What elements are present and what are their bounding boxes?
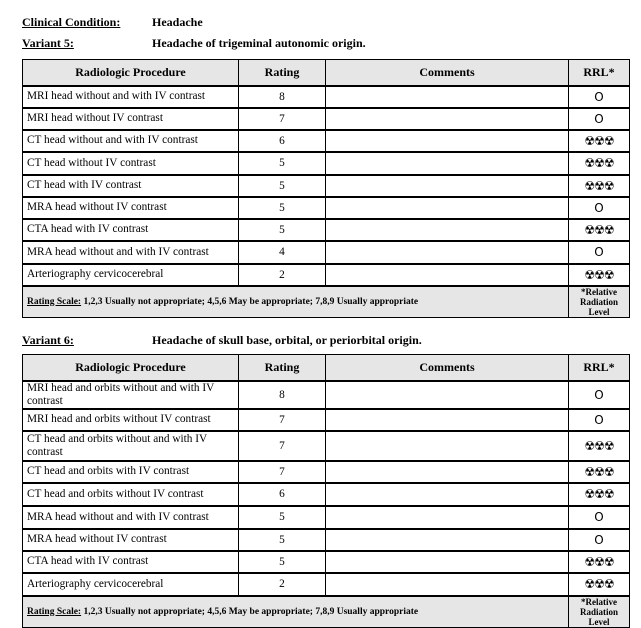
rating-scale-row xyxy=(23,596,630,628)
rating-cell: 6 xyxy=(239,130,326,152)
procedure-cell: MRI head and orbits without IV contrast xyxy=(23,409,239,431)
rrl-note-line-2: Radiation Level xyxy=(579,296,618,317)
variant-5-table xyxy=(22,59,630,318)
comments-cell xyxy=(326,529,569,551)
col-rrl-header: RRL* xyxy=(569,60,630,86)
comments-cell xyxy=(326,108,569,130)
rrl-cell: O xyxy=(569,197,630,219)
variant-label: Variant 5: xyxy=(22,36,74,50)
table-row xyxy=(23,551,630,573)
rrl-cell: O xyxy=(569,241,630,264)
rating-cell: 5 xyxy=(239,175,326,197)
rating-cell: 5 xyxy=(239,506,326,529)
comments-cell xyxy=(326,409,569,431)
rating-scale-row xyxy=(23,286,630,318)
procedure-cell: CT head without IV contrast xyxy=(23,152,239,175)
rating-cell: 7 xyxy=(239,461,326,483)
procedure-cell: Arteriography cervicocerebral xyxy=(23,573,239,596)
rating-cell: 2 xyxy=(239,573,326,596)
variant-label: Variant 6: xyxy=(22,333,74,347)
comments-cell xyxy=(326,461,569,483)
col-rating-header: Rating xyxy=(239,60,326,86)
rating-cell: 7 xyxy=(239,108,326,130)
table-row xyxy=(23,431,630,461)
comments-cell xyxy=(326,506,569,529)
comments-cell xyxy=(326,219,569,241)
comments-cell xyxy=(326,241,569,264)
procedure-cell: MRA head without IV contrast xyxy=(23,529,239,551)
table-row xyxy=(23,130,630,152)
col-procedure-header: Radiologic Procedure xyxy=(23,355,239,381)
rating-cell: 6 xyxy=(239,483,326,506)
rating-cell: 8 xyxy=(239,381,326,409)
rating-scale-label: Rating Scale: xyxy=(27,606,82,617)
comments-cell xyxy=(326,130,569,152)
table-row xyxy=(23,219,630,241)
table-row xyxy=(23,108,630,130)
rrl-cell: O xyxy=(569,506,630,529)
clinical-condition-label: Clinical Condition: xyxy=(22,15,121,29)
col-comments-header: Comments xyxy=(326,355,569,381)
rating-cell: 5 xyxy=(239,551,326,573)
procedure-cell: CTA head with IV contrast xyxy=(23,551,239,573)
rating-scale-text: 1,2,3 Usually not appropriate; 4,5,6 May be appropriate; 7,8,9 Usually appropriate xyxy=(81,606,419,617)
table-row xyxy=(23,264,630,286)
table-row xyxy=(23,86,630,108)
procedure-cell: MRA head without and with IV contrast xyxy=(23,506,239,529)
rrl-cell: O xyxy=(569,108,630,130)
rrl-cell: ☢☢☢ xyxy=(569,461,630,483)
procedure-cell: CTA head with IV contrast xyxy=(23,219,239,241)
procedure-cell: MRI head without IV contrast xyxy=(23,108,239,130)
comments-cell xyxy=(326,573,569,596)
rating-cell: 5 xyxy=(239,152,326,175)
rrl-cell: ☢☢☢ xyxy=(569,219,630,241)
procedure-cell: MRI head without and with IV contrast xyxy=(23,86,239,108)
relative-radiation-note xyxy=(569,596,630,628)
rating-scale xyxy=(23,286,569,318)
rating-cell: 8 xyxy=(239,86,326,108)
table-header-row xyxy=(23,355,630,381)
rating-cell: 2 xyxy=(239,264,326,286)
rrl-cell: O xyxy=(569,529,630,551)
table-row xyxy=(23,506,630,529)
procedure-cell: Arteriography cervicocerebral xyxy=(23,264,239,286)
procedure-cell: CT head and orbits with IV contrast xyxy=(23,461,239,483)
comments-cell xyxy=(326,381,569,409)
comments-cell xyxy=(326,483,569,506)
variant-6-table xyxy=(22,354,630,628)
rrl-note-line-2: Radiation Level xyxy=(579,606,618,627)
rating-cell: 5 xyxy=(239,197,326,219)
rrl-cell: O xyxy=(569,409,630,431)
table-header-row xyxy=(23,60,630,86)
col-rrl-header: RRL* xyxy=(569,355,630,381)
table-row xyxy=(23,409,630,431)
comments-cell xyxy=(326,197,569,219)
rrl-cell: ☢☢☢ xyxy=(569,264,630,286)
comments-cell xyxy=(326,264,569,286)
procedure-cell: MRI head and orbits without and with IV contrast xyxy=(23,381,239,409)
rrl-cell: O xyxy=(569,381,630,409)
rating-scale-text: 1,2,3 Usually not appropriate; 4,5,6 May be appropriate; 7,8,9 Usually appropriate xyxy=(81,296,419,307)
variant-title: Headache of trigeminal autonomic origin. xyxy=(152,36,366,50)
rating-cell: 5 xyxy=(239,219,326,241)
rating-cell: 7 xyxy=(239,409,326,431)
procedure-cell: CT head and orbits without and with IV contrast xyxy=(23,431,239,461)
table-row xyxy=(23,197,630,219)
table-row xyxy=(23,573,630,596)
rating-scale xyxy=(23,596,569,628)
rrl-cell: ☢☢☢ xyxy=(569,130,630,152)
rating-cell: 4 xyxy=(239,241,326,264)
rrl-cell: O xyxy=(569,86,630,108)
procedure-cell: CT head with IV contrast xyxy=(23,175,239,197)
col-comments-header: Comments xyxy=(326,60,569,86)
comments-cell xyxy=(326,86,569,108)
rrl-note-line-1: *Relative xyxy=(581,596,617,607)
table-row xyxy=(23,152,630,175)
col-rating-header: Rating xyxy=(239,355,326,381)
rrl-cell: ☢☢☢ xyxy=(569,573,630,596)
table-row xyxy=(23,381,630,409)
comments-cell xyxy=(326,152,569,175)
rrl-note-line-1: *Relative xyxy=(581,286,617,297)
relative-radiation-note xyxy=(569,286,630,318)
table-row xyxy=(23,483,630,506)
rating-cell: 5 xyxy=(239,529,326,551)
col-procedure-header: Radiologic Procedure xyxy=(23,60,239,86)
rrl-cell: ☢☢☢ xyxy=(569,483,630,506)
procedure-cell: MRA head without IV contrast xyxy=(23,197,239,219)
procedure-cell: MRA head without and with IV contrast xyxy=(23,241,239,264)
rrl-cell: ☢☢☢ xyxy=(569,551,630,573)
rrl-cell: ☢☢☢ xyxy=(569,175,630,197)
table-row xyxy=(23,175,630,197)
comments-cell xyxy=(326,551,569,573)
clinical-condition-value: Headache xyxy=(152,15,203,29)
table-row xyxy=(23,241,630,264)
rrl-cell: ☢☢☢ xyxy=(569,431,630,461)
table-row xyxy=(23,529,630,551)
comments-cell xyxy=(326,431,569,461)
comments-cell xyxy=(326,175,569,197)
rating-cell: 7 xyxy=(239,431,326,461)
variant-title: Headache of skull base, orbital, or periorbital origin. xyxy=(152,333,422,347)
table-row xyxy=(23,461,630,483)
rating-scale-label: Rating Scale: xyxy=(27,296,82,307)
procedure-cell: CT head and orbits without IV contrast xyxy=(23,483,239,506)
procedure-cell: CT head without and with IV contrast xyxy=(23,130,239,152)
rrl-cell: ☢☢☢ xyxy=(569,152,630,175)
